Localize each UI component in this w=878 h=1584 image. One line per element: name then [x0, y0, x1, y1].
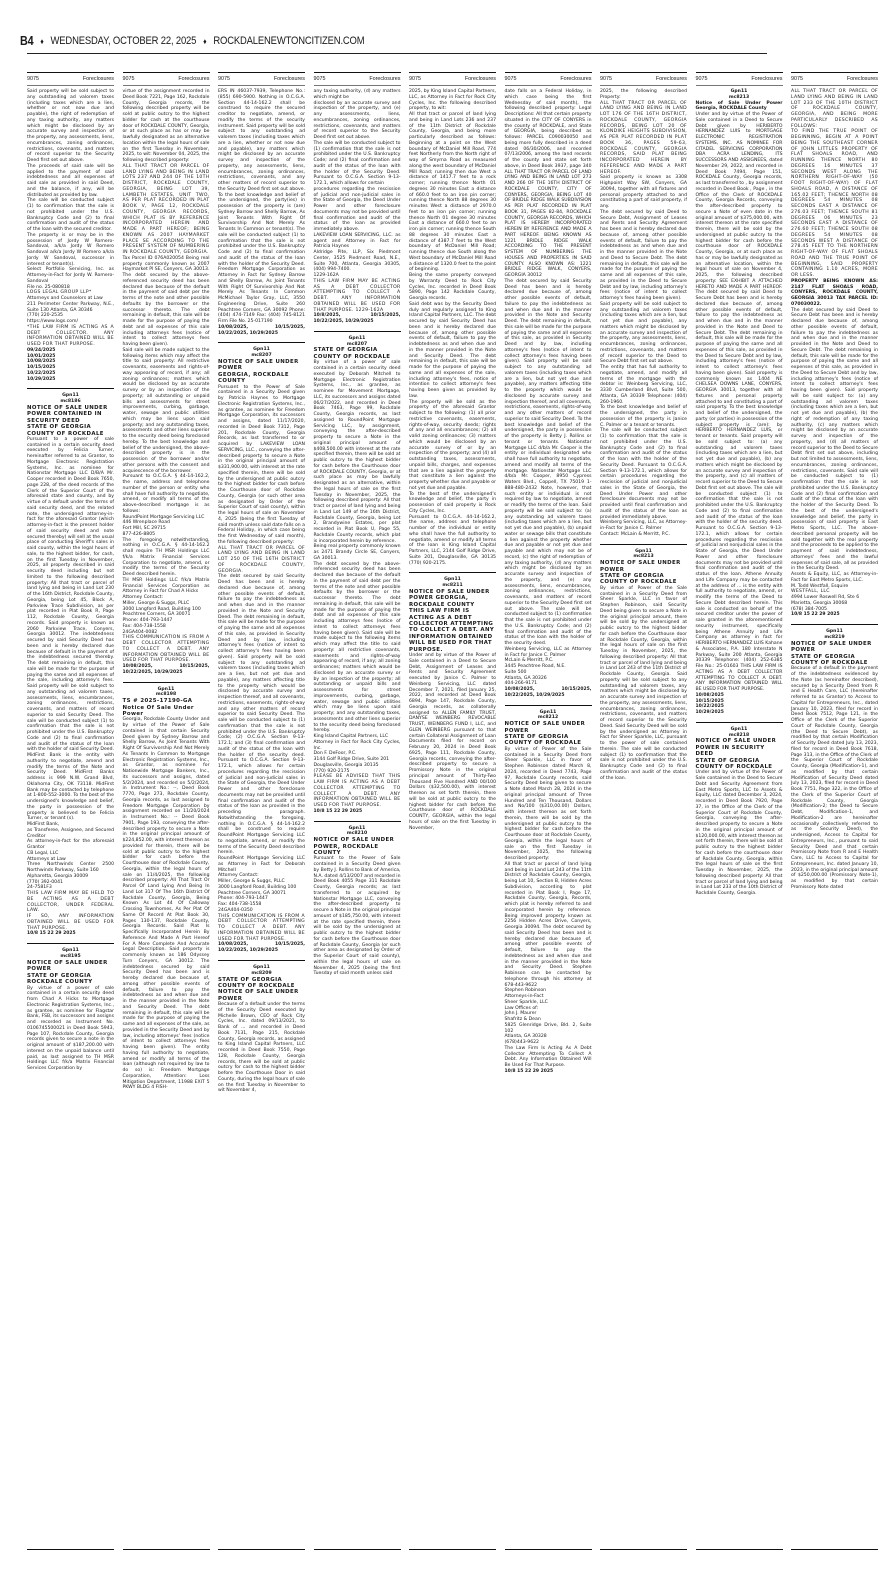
notice-text: As attorney-in-fact for the aforesaid Grantor — [27, 839, 114, 851]
classified-code: 9075 — [122, 76, 135, 82]
notice-text: M. Todd Westfall, Esquire — [791, 583, 849, 589]
notice-text: Being real property commonly known as 2471 Brandy Circle SE, Conyers, GA 30013. — [313, 544, 401, 561]
notice-text: (770) 220-2535 — [27, 313, 63, 319]
legal-notice — [27, 948, 114, 1071]
notice-text: Peachtree Corners, GA 30071 — [218, 890, 286, 896]
notice-text: Three Northwinds Center 2500 Northwinds Parkway, Suite 160 — [27, 862, 114, 874]
notice-heading: STATE OF GEORGIA COUNTY OF ROCKDALE — [504, 734, 582, 747]
notice-divider — [27, 943, 114, 944]
legal-notice — [314, 336, 401, 815]
notice-text: 404-266-9171 — [504, 681, 538, 687]
publication-dates: 10/8 15 22 29 2025 — [791, 612, 840, 618]
notice-text: Pursuant to the Power of Sale contained in a Security Deed given by Patricia Haynes to Mortgage Electronic Registration Systems, Inc., as grantee, as nominee for Freedom Mortgage Corporation, its successors and assigns, dated 11/17/2020, recorded in Deed Book 7312, Page 201, Rockdale County, Georgia Records, as last transferred to or acquired by LAKEVIEW LOAN SERVICING, LLC., conveying the after-described property to secure a Note in the original principal amount of $331,900.00, with interest at the rate specified therein, there will be sold by the undersigned at public outcry to the highest bidder for cash before the Courthouse door of Rockdale County, Georgia (or such other area as designated by Order of the Superior Court of said county), within the legal hours of sale on November 4, 2025 (being the first Tuesday of said month unless said date falls on a Federal Holiday, in which case being the first Wednesday of said month), the following described property: — [218, 384, 305, 545]
notice-reference-code: Gpn11 — [62, 393, 79, 399]
legal-notice — [505, 89, 592, 699]
notice-reference-code: mc8212 — [537, 715, 559, 721]
notice-text: The debt secured by said Security Deed has been and is hereby declared due because of, among other possible events of default, failure to pay the indebtedness as and when due and in the manner provided in the Note and Security Deed. The debt remaining in default, this sale will be made for the purpose of paying the same and all expenses of this sale, as provided in Security Deed and by law, including attorney's fees (notice of intent to collect attorney's fees having been given). Said property will be sold subject to any outstanding ad valorem taxes (including taxes which are a lien, but not yet due and payable), any matters affecting title to the property which would be disclosed by accurate survey and inspection thereof, and all covenants, restrictions, easements, rights-of-way and any other matters of record superior to said Security Deed. The sale will be conducted subject to (1) confirmation that the sale is not prohibited under the U.S. Bankruptcy Code; (2) O.C.G.A. Section 9-13-172.1; and (3) final confirmation and audit of the status of the loan with the holder of the security deed. Pursuant to O.C.G.A. Section 9-13-172.1, which allows for certain procedures regarding the rescission of judicial and non-judicial sales in the State of Georgia, the Deed Under Power and other foreclosure documents may not be provided until final confirmation and audit of the status of the loan as provided in the preceding paragraph. Notwithstanding the foregoing, nothing in O.C.G.A. § 44-14-162.2 shall be construed to require RoundPoint Mortgage Servicing LLC to negotiate, amend, or modify the terms of the Security Deed described herein. — [218, 574, 305, 856]
column-header — [696, 72, 783, 86]
notice-column — [314, 72, 401, 1550]
notice-text: Under and by virtue of the Power of Sale contained in the Deed to Secure Debt and Security Agreement from East Metro Sports, LLC to Assets & Equity, LLC dated December 3, 2024, recorded in Deed Book 7920, Page 37, in the Office of the Clerk of the Superior Court of Rockdale County, Georgia, conveying the after-described property to secure a Note in the original principal amount of $120,000.00, with interest thereon as set forth therein, there will be sold at public outcry to the highest bidder for cash before the courthouse door of Rockdale County, Georgia, within the legal hours of sale on the first Tuesday in November, 2025, the following described property: All that tract or parcel of land lying and being in Land Lot 233 of the 10th District of Rockdale County, Georgia. — [695, 770, 783, 897]
publication-date: WEDNESDAY, OCTOBER 22, 2025 — [50, 35, 197, 47]
notice-reference-code: Gpn11 — [444, 577, 461, 583]
masthead-rule — [27, 53, 767, 54]
notice-heading: STATE OF GEORGIA COUNTY OF ROCKDALE — [791, 653, 868, 666]
notice-text: Miller, George & Suggs, PLLC — [218, 879, 285, 885]
notice-heading: NOTICE OF SALE UNDER POWER — [504, 721, 586, 734]
notice-divider — [123, 682, 210, 683]
legal-notice — [505, 710, 592, 1075]
notice-text: By virtue of Power of the Sale contained in a Security Deed from Sheer Sparkle, LLC in favor of Stephen Robinson dated March 8, 2024, recorded in Deed 7743, Page 97, Rockdale County records, said Security Deed being given to secure a Note dated March 28, 2024 in the original principal amount of Three Hundred and Ten Thousand, Dollars and No/100 ($310,00.00) Dollars, with interest thereon as set forth therein, there will be sold by the undersigned at public outcry to the highest bidder for cash before the Courthouse door at Rockdale County, Georgia, within the legal hours of sale on the first Tuesday in November, 2025, the following described property: — [504, 746, 592, 862]
notice-heading: NOTICE OF SALE UNDER POWER — [27, 959, 108, 973]
notice-text: *THE LAW FIRM IS ACTING AS A DEBT COLLECTOR. ANY INFORMATION OBTAINED WILL BE USED FOR THAT PURPOSE. — [27, 324, 114, 347]
notice-heading: STATE OF GEORGIA COUNTY OF ROCKDALE — [600, 573, 677, 586]
notice-text: Weinberg Servicing, LLC as Attorney in Fact for Janice C. Palmer — [504, 646, 592, 658]
classified-code: 9075 — [504, 76, 517, 82]
notice-text: ALL THAT TRACT OR PARCEL OF LAND LYING AND BEING IN LAND LOT 176 OF THE 16TH DISTRICT, ROCKDALE COUNTY, GEORGIA RECORDS, BEING LOT 20 OF KLONDIKE HEIGHTS SUBDIVISION, AS PER PLAT RECORDED IN PLAT BOOK 36, PAGES 59-63, ROCKDALE COUNTY, GEORGIA RECORDS, SAID PLAT BEING INCORPORATED HEREIN BY REFERENCE AND MADE A PART HEREOF. — [600, 100, 687, 175]
notice-text: The debt secured by the above-referenced security deed has been declared due because of the default in the payment of said debt per the terms of the note and other possible defaults by the borrower or the successor thereto. The debt remaining in default, this sale will be made for the purpose of paying the debt and all expenses of this sale including attorneys fees (notice of intent to collect attorneys fees having been given). Said sale will be made subject to the following items which may affect the title to said property: all restrictive covenants, easements and rights-of-way appearing of record, if any; all zoning ordinances; matters which would be disclosed by an accurate survey or by an inspection of the property; all outstanding or unpaid bills and assessments for street improvements, curbing, garbage, water, sewage and public utilities which may be liens upon said property; and any outstanding taxes, assessments and other liens superior to the security deed being foreclosed hereby. — [313, 561, 401, 734]
legal-notice — [27, 393, 114, 937]
notice-text: CB Legal, LLC — [27, 850, 59, 856]
notice-text: The sale will be conducted subject (1) to confirmation that the sale is not prohibited under the U.S. Bankruptcy Code and (2) to final confirmation and audit of the status of the loan with the holder of the Security Deed. Pursuant to O.C.G.A. Section 9-13-172.1, which allows for certain procedures regarding the rescission of judicial and nonjudicial sales in the State of Georgia, the Deed Under Power and other foreclosure documents may not be provided until final confirmation and audit of the status of the loan as provided immediately above. — [600, 428, 687, 520]
notice-text: Attorney Contact: — [122, 595, 164, 600]
notice-text: 3000 Langford Road, Building 100 — [218, 884, 297, 890]
notice-divider — [696, 722, 783, 723]
publication-dates: 10/15/2025 — [695, 698, 724, 704]
classified-section-label: Foreclosures — [560, 76, 592, 82]
notice-text: Fax: 404-738-1558 — [218, 902, 262, 908]
notice-text: The proceeds of said sale will be applied to the payment of said indebtedness and all expenses of said sale as provided in said Deed, and the balance, if any, will be distributed as provided by law. — [27, 163, 114, 198]
publication-dates: 10/08/2025, 10/15/2025, 10/22/2025, 10/29/2025 — [504, 687, 592, 698]
notice-text: Douglasville, Georgia 30135 — [313, 762, 379, 768]
notice-text: Attorneys-in-Fact — [504, 994, 544, 1000]
column-end-rule — [314, 1549, 401, 1550]
notice-reference-code: mc8195 — [60, 954, 81, 960]
legal-notice — [600, 549, 687, 782]
notice-column — [218, 72, 305, 1550]
notice-text: MidFirst Bank, — [27, 822, 60, 828]
notice-text: 24GA404-0350 — [218, 907, 253, 913]
notice-text: All that tract or parcel of land lying and being in Land Lots 236 and 237 of the 11th District of Rockdale County, Georgia, and being more particularly described as follows: Beginning at a point on the West boundary of McDaniel Mill Road, 774 feet Northerly from the North right of way of Smyrna Road as measured along the west boundary of McDaniel Mill Road; running then due West a distance of 1417.7 feet to a rock corner; running thence North 01 degrees 30 minutes East a distance of 660.0 feet to an iron pin corner; running thence North 88 degrees 30 minutes West a distance of 2970.0 feet to an iron pin corner; running thence North 01 degree 30 minutes East a distance of 660.0 feet to an iron pin corner; running thence South 88 degrees 30 minutes East a distance of 4387.7 feet to the West boundary of McDaniel Mill Road; running thence due South along the West boundary of McDaniel Mill Road a distance of 1320.0 feet to the point of beginning. — [409, 112, 496, 273]
column-header — [791, 72, 878, 86]
column-body — [123, 89, 210, 1549]
notice-reference-code: Gpn11 — [348, 825, 366, 831]
notice-text: LAKEVIEW LOAN SERVICING, LLC. as agent and Attorney in Fact for Patricia Haynes — [313, 232, 401, 250]
legal-notice — [218, 89, 305, 336]
notice-divider — [791, 624, 878, 625]
column-header — [218, 72, 305, 86]
notice-text: Atlanta, GA 30328 — [504, 1034, 547, 1040]
classified-code: 9075 — [409, 76, 421, 82]
notice-reference-code: Gpn11 — [253, 347, 270, 353]
notice-text: Because of a default under the terms of the Security Deed executed by Michelle Brown, CEO of Rock City Cycles, Inc. dated 09/13/2021, to Bank of ... and recorded in Deed Book 7131, Page 215, Rockdale County, Georgia records, as assigned to King Island Capital Partners, LLC recorded in Deed Book 7550, Page 128, Rockdale County, Georgia records, there will be sold at public outcry for cash to the highest bidder before the Courthouse Door in said County, during the legal hours of sale on the first Tuesday in November to wit November 4, — [218, 1002, 305, 1094]
notice-heading: NOTICE OF SALE UNDER POWER CONTAINED IN SECURITY DEED — [27, 404, 108, 424]
notice-text: THIS COMMUNICATION IS FROM A DEBT COLLECTOR ATTEMPTING TO COLLECT A DEBT. ANY INFORMATION OBTAINED WILL BE USED FOR THAT PURPOSE. — [122, 635, 210, 664]
notice-heading: TS # 2025-17190-GA — [122, 698, 193, 705]
notice-text: Notice of Sale Under Power Georgia, ROCKDALE County — [695, 100, 783, 112]
notice-divider — [27, 388, 114, 389]
notice-text: Tax Parcel ID 076A020054 Being real property commonly known as 2007 Haymarket Pl SE, Conyers, GA 30013. — [122, 255, 210, 273]
notice-text: King Island Capital Partners, LLC — [313, 734, 389, 739]
notice-reference-code: mc8186 — [60, 399, 81, 405]
column-body — [791, 89, 878, 1549]
notice-text: Because of a default in the payment of the indebtedness evidenced by the Note (as hereinafter described), secured by a Security Deed from R and E Health Care, LLC (hereinafter referred to as Grantor) to Access to Capital for Entrepreneurs, Inc., dated January 10, 2023, filed for record in Deed Book 7512, Page 121, in the Office of the Clerk of the Superior Court of Rockdale County, Georgia (the Deed to Secure Debt), as modified by that certain Modification of Security Deed dated July 13, 2023, filed for record in Deed Book 7618, Page 313, in the Office of the Clerk of the Superior Court of Rockdale County, Georgia (Modification-1), and as modified by that certain Modification of Security Deed dated July 13, 2023, filed for record in Deed Book 7751, Page 322, in the Office of the Clerk of the Superior Court of Rockdale County, Georgia (Modification-2; the Deed to Secure Debt, Modification-1, and Modification-2 are hereinafter occasionally collectively referred to as the Security Deed), the undersigned, Access to Capital for Entrepreneurs, Inc., pursuant to said Security Deed and that certain Promissory Note from R and E Health Care, LLC to Access to Capital for Entrepreneurs, Inc. dated January 10, 2023, in the original principal amount of $250,000.00 (Promissory Note-1), as modified by that certain Promissory Note dated — [791, 666, 878, 890]
notice-text: 3144 Golf Ridge Drive, Suite 201 — [313, 757, 390, 762]
notice-text: Attorneys at Law — [27, 856, 66, 862]
notice-text: Attorneys and Counselors at Law — [27, 296, 103, 301]
notice-heading: NOTICE OF SALE UNDER POWER IN SECURITY DEED — [695, 738, 777, 758]
notice-text: 446 Wrenplace Road — [122, 520, 170, 526]
notice-text: 877-426-8805 — [122, 531, 156, 537]
notice-text: as Transferee, Assignee, and Secured Creditor — [27, 827, 114, 839]
notice-text: The property is or may be in the possession of Jordy W Romero-Sandoval, a/k/a Jordy W Romero Sandoval a/k/a Jordy W Romero a/k/a Jordy W Sandoval, successor in interest or tenant(s). — [27, 232, 114, 267]
column-header — [314, 72, 401, 86]
notice-text: (678)443-9622 — [504, 1040, 539, 1046]
notice-column — [123, 72, 210, 1550]
notice-text: (770) 920-2175 — [313, 768, 350, 774]
notice-text: virtue of the assignment recorded in Deed Book 7221, Page 162, Rockdale County, Georgia records, the following described property will be sold at public outcry to the highest bidder for cash at the courthouse door of ROCKDALE COUNTY, Georgia, or at such place as has or may be lawfully designated as an alternative location within the legal hours of sale on the first Tuesday in November, 2025, to wit: November 04, 2025, the following described property: — [122, 89, 210, 163]
classified-code: 9075 — [27, 76, 39, 82]
notice-text: Said debt was by the Security Deed duly and regularly assigned to King Island Capital Partners, LLC. The debt secured by said Security Deed has been and is hereby declared due because of, among other possible events of default, failure to pay the indebtedness as and when due and in the manner provided in the Note and Security Deed. The debt remaining in default, this sale will be made for the purpose of paying the same and all expenses of the sale, including attorney's fees, notice of intention to collect attorney's fees having been given as provided by law. — [409, 301, 496, 399]
legal-notice — [314, 89, 401, 325]
notice-text: 3445 Peachtree Road, N.E. — [504, 664, 566, 669]
notice-text: The debt secured by said Deed to Secure Debt, Assignment of Leases and Rents and Security Agreement has been and is hereby declared due because of, among other possible events of default, failure to pay the indebtedness as and when due and in the manner provided in the Note and Deed to Secure Debt. The debt remaining in default, this sale will be made for the purpose of paying the same and all expenses of this sale, as provided in the Deed to Secure Debt and by law, including attorney's fees (notice of intent to collect attorney's fees having been given). — [600, 209, 687, 301]
notice-text: (678) 384-7005 — [791, 606, 827, 612]
notice-text: 1229-162A — [313, 273, 339, 278]
notice-reference-code: mc8218 — [728, 732, 750, 738]
publication-dates: 10/08/2025, 10/15/2025, 10/22/2025, 10/29/2025 — [218, 942, 305, 954]
column-end-rule — [696, 1549, 783, 1550]
notice-text: PLEASE BE ADVISED THAT THIS LAW FIRM IS ACTING AS A DEBT COLLECTOR ATTEMPTING TO COLLECT A DEBT. ANY INFORMATION OBTAINED WILL BE USED FOR THAT PURPOSE. — [313, 774, 401, 808]
publication-dates: 10/08/2025, 10/15/2025, 10/22/2025, 10/29/2025 — [122, 664, 210, 675]
notice-heading: STATE OF GEORGIA COUNTY OF ROCKDALE — [27, 424, 104, 437]
publication-dates: 10/8 15 22 29 2025 — [27, 931, 76, 937]
notice-heading: STATE OF GEORGIA COUNTY OF ROCKDALE — [313, 347, 391, 360]
notice-text: LOGS LEGAL GROUP LLP* — [27, 290, 92, 296]
legal-notice — [696, 727, 783, 897]
classified-section-label: Foreclosures — [273, 76, 305, 82]
publication-dates: 10/8 15 22 29 2025 — [313, 808, 363, 814]
notice-heading: NOTICE OF SALE UNDER POWER — [218, 358, 299, 372]
notice-text: McLain & Merritt, P.C. — [504, 658, 554, 664]
legal-notice — [218, 347, 305, 953]
notice-text: File no. 25-080818 — [27, 284, 70, 290]
notice-text: 5825 Glenridge Drive, Bld. 2, Suite 102 — [504, 1022, 592, 1034]
notice-text: The debt secured by the above-referenced security deed has been declared due because of the default in the payment of said debt per the terms of the note and other possible defaults by the borrower or the successor thereto. The debt remaining in default, this sale will be made for the purpose of paying the debt and all expenses of this sale including attorneys fees (notice of intent to collect attorneys fees having been given). — [122, 273, 210, 347]
page-masthead — [20, 34, 675, 48]
notice-divider — [314, 821, 401, 822]
diamond-separator-icon: ♦ — [40, 36, 44, 46]
notice-text: Under and by virtue of the Power of Sale contained in a Deed to Secure Debt, Assignment of Leases and Rents and Security Agreement executed by Janice C. Palmer to Weinberg Servicing, LLC dated December 7, 2021, filed January 25, 2022, and recorded at Deed Book 6894, Page 147, Rockdale County, Georgia records, as collaterally assigned to ALLEN FAMILY TRUST, DANYSE WEINBERG REVOCABLE TRUST, WEINBERG FUND I, LLC, and GLEN WEINBERG pursuant to that certain Collateral Assignment of Loan Documents filed for record on February 20, 2024 in Deed Book 6925, Page 111, Rockdale County, Georgia records, conveying the after-described property to secure a Promissory Note in the original principal amount of Thirty-Two Thousand Five Hundred AND 00/100 Dollars ($32,500.00), with interest thereon as set forth therein, there will be sold at public outcry to the highest bidder for cash before the Courthouse door of ROCKDALE COUNTY, GEORGIA, within the legal hours of sale on the first Tuesday in November, — [409, 653, 496, 831]
notice-reference-code: Gpn11 — [157, 686, 175, 692]
classified-section-label: Foreclosures — [846, 76, 878, 82]
legal-notice — [314, 826, 401, 977]
notice-heading: NOTICE OF SALE UNDER POWER, ROCKDALE COUNTY — [313, 837, 395, 856]
notice-text: Phone: 404-793-1447 — [218, 896, 268, 902]
column-header — [123, 72, 210, 86]
publication-dates: 10/29/2025 — [27, 376, 56, 382]
notice-reference-code: mc8219 — [824, 634, 845, 640]
classified-section-label: Foreclosures — [178, 76, 210, 82]
publication-dates: 10/8/2025, 10/15/2025, 10/22/2025, 10/29/2025 — [313, 313, 401, 324]
notice-text: Attorney Contact: — [218, 873, 259, 879]
notice-text: The sale will be conducted subject to (1) confirmation that the sale is not prohibited under the U.S. Bankruptcy Code; and (2) final confirmation and audit of the status of the loan with the holder of the Security Deed. Pursuant to O.C.G.A. Section 9-13-172.1, which allows for certain — [313, 140, 401, 186]
notice-heading: NOTICE OF SALE UNDER POWER — [218, 989, 299, 1002]
notice-column — [27, 72, 114, 1550]
notice-heading: THIS LAW FIRM IS ACTING AS A DEBT COLLECTOR ATTEMPTING TO COLLECT A DEBT. ANY INFORMATION OBTAINED WILL BE USED FOR THAT PURPOSE. — [409, 608, 495, 653]
classified-section-label: Foreclosures — [655, 76, 687, 82]
notice-text: John J. Maurer — [504, 1011, 537, 1017]
notice-text: Stephen Robinson — [504, 988, 547, 994]
column-end-rule — [27, 1549, 114, 1550]
column-end-rule — [218, 1549, 305, 1550]
notice-text: The Law Firm Is Acting As A Debt Collector Attempting To Collect A Debt. Any Information Obtained Will Be Used For That Purpose. — [504, 1045, 592, 1069]
notice-text: Pursuant to O.C.G.A. § 44-14-162.2, the name, address and telephone number of the person or entity who shall have full authority to negotiate, amend, or modify all terms of the above-described mortgage is as follows: — [122, 474, 210, 514]
legal-notice — [123, 687, 210, 1091]
classified-code: 9075 — [600, 76, 612, 82]
notice-text: ALL THAT TRACT OR PARCEL OF LAND LYING AND BEING IN LAND LOTS 237 AND 244 OF THE 10TH DISTRICT, ROCKDALE COUNTY, GEORGIA, BEING LOT 39, LAMBETH ESTATES, UNIT TWO, AS PER PLAT RECORDED IN PLAT BOOK V, PAGE 12, ROCKDALE COUNTY, GEORGIA RECORDS, WHICH PLAT IS BY REFERENCE INCORPORATED HEREIN AND MADE A PART HEREOF; BEING KNOWN AS 2007 HAYMARKET PLACE SE ACCORDING TO THE PRESENT SYSTEM OF NUMBERING IN ROCKDALE COUNTY, GEORGIA. — [122, 163, 210, 255]
notice-text: The property will be sold as the property of the aforesaid Grantor subject to the following: (1) all prior restrictive covenants, easements, rights-of-way, security deeds; rights of any and all encumbrances; (2) all valid zoning ordinances; (3) matters which would be disclosed by an accurate survey of or by an inspection of the property; and (4) all outstanding taxes, assessments, unpaid bills, charges, and expenses that are a lien against the property that constitute a lien against the property whether due and payable or not yet due and payable. — [409, 399, 496, 491]
notice-text: disclosed by an accurate survey and inspection of the property, and (e) any assessments, liens, encumbrances, zoning ordinances, restrictions, covenants, and matters of record superior to the Security Deed first set out above. — [313, 100, 401, 140]
notice-reference-code: Gpn11 — [253, 965, 270, 970]
publication-website: ROCKDALENEWTONCITIZEN.COM — [213, 35, 365, 47]
publication-dates: 10/08/2025 — [695, 692, 724, 698]
notice-reference-code: Gpn11 — [539, 709, 557, 715]
notice-text: The debt secured by said Security Deed has been and is hereby declared due because of, among other possible events of default, failure to pay the indebtedness as and when due and in the manner provided in the Note and Security Deed. The debt remaining in default, this sale will be made for the purpose of paying the same and all expenses of this sale, as provided in Security Deed and by law, including attorney's fees (notice of intent to collect attorney's fees having been given). Said property will be sold subject to any outstanding ad valorem taxes (including taxes which are a lien, but not yet due and payable), any matters affecting title to the property which would be disclosed by accurate survey and inspection thereof, and all covenants, restrictions, easements, rights-of-way and any other matters of record superior to said Security Deed. To the best knowledge and belief of the undersigned, the party in possession of the property is Betty J. Rollins or tenant or tenants. Nationstar Mortgage LLC d/b/a Mr. Cooper is the entity or individual designated who shall have full authority to negotiate, amend and modify all terms of the mortgage. Nationstar Mortgage LLC d/b/a Mr. Cooper, 8950 Cypress Waters Blvd., Coppell, TX 75019 1-888-480-2432 Note, however, that such entity or individual is not required by law to negotiate, amend or modify the terms of the loan. Said property will be sold subject to: (a) any outstanding ad valorem taxes (including taxes which are a lien, but not yet due and payable), (b) unpaid water or sewage bills that constitute a lien against the property whether due and payable or not yet due and payable and which may not be of record, (c) the right of redemption of any taxing authority, (d) any matters which might be disclosed by an accurate survey and inspection of the property, and (e) any assessments, liens, encumbrances, zoning ordinances, restrictions, covenants, and matters of record superior to the Security Deed first set out above. The sale will be conducted subject to (1) confirmation that the sale is not prohibited under the U.S. Bankruptcy Code; and (2) final confirmation and audit of the status of the loan with the holder of the security deed. — [504, 278, 592, 646]
notice-divider — [505, 705, 592, 706]
notice-reference-code: Gpn11 — [730, 726, 748, 732]
legal-notice — [696, 89, 783, 716]
notice-reference-code: mc8210 — [346, 831, 368, 837]
notice-text: (770) 392-0041 — [27, 879, 63, 885]
column-body — [505, 89, 592, 1549]
notice-text: WESTFALL, LLC — [791, 589, 830, 595]
notice-text: Under and by virtue of the Power of Sale contained in a Deed to Secure Debt given by HERIBERTO HERNANDEZ LUIS to MORTGAGE ELECTRONIC REGISTRATION SYSTEMS, INC. AS NOMINEE FOR CITADEL SERVICING CORPORATION DBA ACRA LENDING, ITS SUCCESSORS AND ASSIGNEES, dated November 29, 2022, and recorded in Deed Book 7494, Page 151, ROCKDALE County, Georgia records, as last transferred to , by assignment recorded in Deed Book , Page , in the Office of the Clerk of ROCKDALE County, Georgia Records, conveying the after-described property to secure a Note of even date in the original amount of $375,000.00, with interest thereon at the rate specified therein, there will be sold by the undersigned at public outcry to the highest bidder for cash before the courthouse door of ROCKDALE County, Georgia, or at such place as has or may be lawfully designated as an alternative location, within the legal hours of sale on November 4, 2025, the following described property: SEE EXHIBIT A ATTACHED HERETO AND MADE A PART HEREOF. The debt secured by said Deed to Secure Debt has been and is hereby declared due because of, among other possible events of default, failure to pay the indebtedness as and when due and in the manner provided in the Note and Deed to Secure Debt. The debt remaining in default, this sale will be made for the purpose of paying the same and all expenses of this sale, as provided in the Deed to Secure Debt and by law, including attorney's fees (notice of intent to collect attorney's fees having been given). Said property is commonly known as 1404 NE CHELSEA DOWNS LANE, CONYERS, GEORGIA 30013, together with all fixtures and personal property attached to and constituting a part of said property. To the best knowledge and belief of the undersigned, the party (or parties) in possession of the subject property is (are): by HERIBERTO HERNANDEZ LUIS, or tenant or tenants. Said property will be sold subject to: (a) any outstanding ad valorem taxes (including taxes which are a lien, but not yet due and payable), (b) any matters which might be disclosed by an accurate survey and inspection of the property, and (c) all matters of record superior to the Deed to Secure Debt first set out above. The sale will be conducted subject (1) to confirmation that the sale is not prohibited under the U.S. Bankruptcy Code and (2) to final confirmation and audit of the status of the loan with the holder of the security deed. Pursuant to O.C.G.A. Section 9-13-172.1, which allows for certain procedures regarding the rescission of judicial and nonjudicial sales in the State of Georgia, the Deed Under Power and other foreclosure documents may not be provided until final confirmation and audit of the status of the loan. Athene Annuity and Life Company may be contacted at the address of ... is the entity with full authority to negotiate, amend, or modify the terms of the Deed to Secure Debt described herein. This sale is conducted on behalf of the secured creditor under the power of sale granted in the aforementioned security instrument, specifically being Athene Annuity and Life Company as attorney in fact for HERIBERTO HERNANDEZ LUIS Kahane & Associates, P.A. 180 Interstate N Parkway, Suite 200 Atlanta, Georgia 30339 Telephone: (404) 252-6385 File No.: 25-01603 THIS LAW FIRM IS ACTING AS A DEBT COLLECTOR ATTEMPTING TO COLLECT A DEBT. ANY INFORMATION OBTAINED WILL BE USED FOR THAT PURPOSE. — [695, 112, 783, 692]
notice-text: To the best of the undersigned's knowledge and belief, the party in possession of said property is Rock City Cycles, Inc. — [409, 491, 496, 514]
notice-text: By virtue of a power of sale contained in a certain security deed from Chad A Hicks to Mortgage Electronic Registration Systems, Inc., as grantee, as nominee for Flagstar Bank, FSB, its successors and assigns and recorded as Instrument No. 0106745500021 in Deed Book 5943, Page 107, Rockdale County, Georgia records given to secure a note in the original amount of $187,200.00 with interest on the unpaid balance until paid, as last assigned to TH MSR Holdings LLC f/k/a Matrix Financial Services Corporation by — [27, 985, 114, 1072]
publication-dates: 10/8 15 22 29 2025 — [504, 1068, 554, 1074]
column-end-rule — [123, 1549, 210, 1550]
publication-dates: 10/22/2025 — [27, 370, 56, 376]
column-body — [314, 89, 401, 1549]
legal-notice — [600, 89, 687, 538]
notice-heading: GEORGIA, ROCKDALE COUNTY — [218, 371, 289, 385]
notice-reference-code: mc8209 — [251, 970, 272, 976]
notice-reference-code: Gpn11 — [348, 335, 366, 341]
legal-notice — [123, 89, 210, 676]
notice-column — [409, 72, 496, 1550]
notice-divider — [314, 331, 401, 332]
notice-text: Attorney in Fact for Rock City Cycles, Inc. — [313, 739, 401, 751]
column-end-rule — [791, 1549, 878, 1550]
column-body — [696, 89, 783, 1549]
notice-text: Georgia, Rockdale County Under and by virtue of the Power of Sale contained in that certain Security Deed given by Sydney Barrow and Shelly Barrow, As Joint Tenants With Right Of Survivorship And Not Merely As Tenants In Common to Mortgage Electronic Registration Systems, Inc., as Grantor, as nominee for Nationwide Mortgage Bankers, Inc., its successors and assigns, dated 5/2/2024, and recorded on 5/2/2024, in Instrument No.: --, Deed Book 7770, Page 273, Rockdale County, Georgia records, as last assigned to Freedom Mortgage Corporation by assignment recorded on 11/20/2024 in Instrument No.: -- Deed Book 7901, Page 193, conveying the after-described property to secure a Note in the original principal amount of $224,852.00, with interest thereon as provided for therein, there will be sold at public outcry to the highest bidder for cash before the Courthouse door of Rockdale County, Georgia, within the legal hours of sale on 11/4/2025, the following described property: All That Tract Or Parcel Of Land Lying And Being In Land Lot 317 Of The 16th District Of Rockdale County, Georgia, Being Known As Lot 44 Of Calloway Crossing Townhomes, As Per Plat Of Same Of Record At Plat Book 30, Pages 130-137, Rockdale County, Georgia Records. Said Plat Is Specifically Incorporated Herein By Reference And Made A Part Hereof For A More Complete And Accurate Legal Description. Said property is commonly known as 186 Odyssey Turn Conyers, GA 30012. The indebtedness secured by said Security Deed has been and is hereby declared due because of, among other possible events of default, failure to pay the indebtedness as and when due and in the manner provided in the Note and Security Deed. The debt remaining in default, this sale will be made for the purpose of paying the same and all expenses of the sale, as provided in the Security Deed and by law, including attorneys' fees (notice of intent to collect attorneys fees having been given). The entity having full authority to negotiate, amend or modify all terms of the loan (although not required by law to do so) is: Freedom Mortgage Corporation, Attention: Loss Mitigation Department, 11988 EXIT 5 PKWY BLDG 4 FISH- — [122, 717, 210, 1091]
publication-dates: 10/08/2025, 10/15/2025, 10/22/2025, 10/29/2025 — [218, 324, 305, 336]
notice-text: Sheer Sparkle, LLC — [504, 999, 548, 1005]
notice-text: THIS LAW FIRM MAY BE HELD TO BE ACTING AS A DEBT COLLECTOR, UNDER FEDERAL LAW. — [27, 891, 114, 914]
diamond-separator-icon: ♦ — [203, 36, 207, 46]
notice-reference-code: mc8207 — [251, 353, 272, 359]
notice-text: 3000 Langford Road, Building 100 — [122, 606, 201, 612]
publication-dates: 09/24/2025 — [27, 347, 56, 353]
notice-reference-code: mc8207 — [346, 341, 368, 347]
column-body — [27, 89, 114, 1549]
classified-code: 9075 — [791, 76, 803, 82]
notice-text: TO FIND THE TRUE POINT OF BEGINNING, BEGIN AT A POINT BEING THE SOUTHEAST CORNER OF JOHN LITTLES PROPERTY OF FLAT SHOALS ROAD, AND RUNNING THENCE NORTH 80 DEGREES 16 MINUTES 37 SECONDS WEST ALONG THE NORTHERN RIGHT-OF-WAY (50 FOOT RIGHT-OF-WAY) OF FLAT SHOALS ROAD, A DISTANCE OF 165.02 FEET; THENCE NORTH 08 DEGREES 54 MINUTES 08 SECONDS EAST A DISTANCE OF 276.03 FEET; THENCE SOUTH 81 DEGREES 06 MINUTES 23 SECONDS EAST A DISTANCE OF 276.60 FEET; THENCE SOUTH 08 DEGREES 54 MINUTES 08 SECONDS WEST A DISTANCE OF 278.45 FEET TO THE NORTHERN RIGHT-OF-WAY OF FLAT SHOALS ROAD AND THE TRUE POINT OF BEGINNING, SAID PROPERTY CONTAINING 1.10 ACRES, MORE OR LESS. — [791, 129, 878, 278]
notice-text: RoundPoint Mortgage Servicing LLC — [122, 514, 205, 520]
notice-text: Pursuant to O.C.G.A. 44-14-162.2, the name, address and telephone number of the individual or entity who shall have the full authority to negotiate, amend or modify all terms of the loan is King Island Capital Partners, LLC, 2144 Golf Ridge Drive, Suite 201, Douglasville, GA 30135 (770) 920-2175. — [409, 514, 496, 566]
publication-dates: 10/01/2025 — [27, 353, 56, 359]
notice-reference-code: mc8213 — [728, 94, 750, 100]
notice-text: Alpharetta, Georgia 30009 — [27, 873, 89, 879]
notice-text: The entity that has full authority to negotiate, amend, and modify all terms of the mortgage with the debtor is: Weinberg Servicing, LLC, 3330 Cumberland Blvd, Suite 500, Atlanta, GA 30339 Telephone: (404) 260-1960. — [600, 365, 687, 405]
classified-code: 9075 — [218, 76, 230, 82]
classified-section-label: Foreclosures — [751, 76, 783, 82]
column-header — [505, 72, 592, 86]
notice-text: The sale will be conducted subject (1) to confirmation that the sale is not prohibited under the U.S. Bankruptcy Code and (2) to final confirmation and audit of the status of the loan with the secured creditor. — [27, 198, 114, 232]
notice-text: Fax: 404-738-1558 — [122, 623, 166, 629]
classified-section-label: Foreclosures — [464, 76, 496, 82]
legal-notice — [218, 965, 305, 1094]
notice-text: 24-7581F3 — [27, 885, 52, 891]
notice-text: RoundPoint Mortgage Servicing LLC as Attorney in Fact for Deborah Mitchell — [218, 856, 305, 873]
notice-reference-code: mc8213 — [633, 554, 654, 560]
publication-dates: 10/08/2025 — [27, 359, 56, 365]
classified-section-label: Foreclosures — [82, 76, 114, 82]
publication-dates: 10/15/2025 — [27, 365, 56, 370]
notice-heading: NOTICE OF SALE UNDER POWER — [600, 560, 681, 573]
notice-divider — [409, 572, 496, 573]
notice-reference-code: Gpn11 — [62, 948, 79, 954]
notice-text: Assets & Equity, LLC, as Attorney-in-Fact for East Metro Sports, LLC. — [791, 572, 878, 583]
notice-divider — [600, 544, 687, 545]
column-end-rule — [409, 1549, 496, 1550]
classified-code: 9075 — [695, 76, 708, 82]
notice-text: To the best knowledge and belief of the undersigned, the party in possession of the property is Janice C. Palmer or a tenant or tenants. — [600, 405, 687, 428]
classified-code: 9075 — [313, 76, 326, 82]
notice-text: Fort Mill, SC 29715 — [122, 526, 166, 531]
notice-text: Miller, George & Suggs, PLLC — [122, 600, 190, 606]
notice-text: Phone: 404-793-1447 — [122, 618, 173, 623]
notice-heading: NOTICE OF SALE UNDER POWER — [791, 640, 872, 654]
notice-text: The debt secured by said Deed to Secure Debt has been and is hereby declared due because of, among other possible events of default, failure to pay the indebtedness as and when due and in the manner provided in the Note and Deed to Secure Debt. The debt remaining in default, this sale will be made for the purpose of paying the same and all expenses of this sale, as provided in the Deed to Secure Debt and by law, including attorney's fees (notice of intent to collect attorney's fees having been given). Said property will be sold subject to: (a) any outstanding ad valorem taxes (including taxes which are a lien, but not yet due and payable), (b) the right of redemption of any taxing authority, (c) any matters which might be disclosed by an accurate survey and inspection of the property, and (d) all matters of record superior to the Deed to Secure Debt first set out above, including but not limited to assessments, liens, encumbrances, zoning ordinances, restrictions, covenants. Said sale will be conducted subject to (1) confirmation that the sale is not prohibited under the U.S. Bankruptcy Code and (2) final confirmation and audit of the status of the loan with the holder of the Security Deed. To the best of the undersigned's knowledge and belief, the party in possession of said property is East Metro Sports, LLC. The above-described personal property will be sold together with the real property and the proceeds to be applied to the payment of said indebtedness, attorneys' fees and the lawful expenses of said sale, all as provided in the Security Deed. — [791, 307, 878, 572]
notice-text: https://www.logs.com/ — [27, 319, 78, 324]
notice-text: 4994 Lower Roswell Rd, Ste 6 — [791, 595, 860, 600]
notice-reference-code: Gpn11 — [730, 89, 748, 94]
notice-text: By virtue of a power of sale contained in a certain security deed executed by Deborah Mitchell to Mortgage Electronic Registration Systems, Inc., as grantee, as nominee for Movement Mortgage, LLC, its successors and assigns dated 06/27/2022, and recorded in Deed Book 7463, Page 99, Rockdale County, Georgia records, as last assigned to RoundPoint Mortgage Servicing LLC, by assignment, conveying the after-described property to secure a Note in the original principal amount of $408,500.00 with interest at the rate specified therein, there will be sold at public outcry to the highest bidder for cash before the Courthouse door of ROCKDALE COUNTY, Georgia, or at such place as may be lawfully designated as an alternative, within the legal hours of sale on the first Tuesday in November, 2025, the following described property: All that tract or parcel of land lying and being in Land Lot 149 of the 16th District, Rockdale County, Georgia, being Lot 2, Brandywine Estates, per plat recorded in Plat Book U, Page 55, Rockdale County records, which plat is incorporated herein by reference. — [313, 360, 401, 544]
notice-heading: Notice Of Sale Under Power — [122, 704, 194, 717]
notice-text: Law Offices of: — [504, 1005, 539, 1011]
notice-text: THIS LAW FIRM MAY BE ACTING AS A DEBT COLLECTOR ATTEMPTING TO COLLECT A DEBT. ANY INFORMATION OBTAINED WILL BE USED FOR THAT PURPOSE. 1229-162A — [313, 278, 401, 313]
publication-dates: 10/29/2025 — [695, 710, 724, 715]
notice-text: PROPERTY BEING KNOWN AS: 2147 FLAT SHOALS ROAD, CONYERS, ROCKDALE COUNTY, GEORGIA 30013 TAX PARCEL ID: 070030022. — [791, 278, 878, 307]
legal-notice — [409, 89, 496, 566]
notice-text: Shafritz & Dean — [504, 1017, 541, 1023]
notice-text: THIS COMMUNICATION IS FROM A DEBT COLLECTOR ATTEMPTING TO COLLECT A DEBT. ANY INFORMATION OBTAINED WILL BE USED FOR THAT PURPOSE. — [218, 913, 305, 942]
notice-text: Select Portfolio Servicing, Inc. as Attorney-in-Fact for Jordy W. Romero-Sandoval — [27, 267, 114, 284]
notice-divider — [218, 342, 305, 343]
column-body — [409, 89, 496, 1549]
notice-reference-code: Gpn11 — [635, 548, 652, 554]
column-body — [600, 89, 687, 1549]
notice-text: Contact: McLain & Merritt, P.C. — [600, 531, 670, 537]
notice-heading: STATE OF GEORGIA COUNTY OF ROCKDALE — [218, 976, 295, 989]
legal-notice — [791, 629, 878, 890]
notice-text: All that tract or parcel of land lying and being in Land Lot 243 of the 11th District of Rockdale County, Georgia, being Lot 10, Section B, Hidden Acres Subdivision, according to plat recorded in Plat Book I, Page 17, Rockdale County, Georgia, Records, which plat is hereby referred to and incorporated herein by reference. Being improved property known as 2256 Hidden Acres Drive, Conyers, Georgia 30094. The debt secured by said Security Deed has been and is hereby declared due because of, among other possible events of default, failure to pay the indebtedness as and when due and in the manner provided in the Note and Security Deed. Stephen Robinson can be contacted by telephone through his attorney at 678-443-9622 — [504, 861, 592, 988]
notice-column — [696, 72, 783, 1550]
notice-column — [791, 72, 878, 1550]
column-header — [600, 72, 687, 86]
notice-text: date falls on a Federal Holiday, in which case being the first Wednesday of said month), the following described property: Legal Descriptions: All that certain property situated in the CITY OF CONYERS in the county of ROCKDALE, and State of GEORGIA, being described as follows: PARCEL C090030050 and being more fully described in a deed dated 06/30/2006, and recorded 07/13/2006, among the land records of the county and state set forth above, in Deed Book 3937, page 340 ALL THAT TRACT OR PARCEL OF LAND LYING AND BEING IN LAND LOT 273 AND 266 OF THE 16TH DISTRICT OF ROCKDALE COUNTY, CITY OF CONYERS, GEORGIA, BEING LOT 40 OF BRIDLE RIDGE WALK SUBDIVISION AS PER PLAT RECORDED IN PLAT BOOK 31, PAGES 82-84, ROCKDALE COUNTY, GEORGIA RECORDS, WHICH PLAT IS HEREBY INCORPORATED HEREIN BY REFERENCE AND MADE A PART HEREOF. BEING KNOWN AS 1221 BRIDLE RIDGE WALK ACCORDING TO THE PRESENT SYSTEM OF NUMBERING THE HOUSES AND PROPERTIES IN SAID COUNTY. ALSO KNOWN AS: 1221 BRIDLE RIDGE WALK, CONYERS, GEORGIA 30012 — [504, 89, 592, 278]
notice-column — [505, 72, 592, 1550]
notice-text: Said property is known as 3308 Highpoint Way SW, Conyers, GA 30094, together with all fixtures and personal property attached to and constituting a part of said property, if any. — [600, 175, 687, 209]
notice-text: Peachtree Corners, GA 30071 — [122, 612, 191, 618]
notice-text: Suite 500 — [504, 669, 527, 675]
notice-text: 211 Perimeter Center Parkway, N.E., Suite 130 Atlanta, GA 30346 — [27, 301, 114, 313]
notice-text: The foregoing notwithstanding, nothing in O.C.G.A. § 44-14-162.2 shall require TH MSR Holdings LLC f/k/a Matrix Financial Services Corporation to negotiate, amend, or modify the terms of the Security Deed described herein. — [122, 537, 210, 577]
notice-text: Pursuant to a power of sale contained in a certain security deed executed by Felicia Turner, hereinafter referred to as Grantor, to Mortgage Electronic Registration Systems, Inc. as nominee for Nationstar Mortgage LLC D/B/A Mr. Cooper recorded in Deed Book 7650, page 228, of the deed records of the Clerk of the Superior Court of the aforesaid state and county, and by virtue of a default under the terms of said security deed, and the related note, the undersigned attorney-in-fact for the aforesaid Grantor (which attorney-in-fact is the present holder of said security deed and note secured thereby) will sell at the usual place of conducting Sheriff's sales in said county, within the legal hours of sale, to the highest bidder, for cash, on the first Tuesday in November, 2025, all property described in said security deed including but not limited to the following described property: All that tract or parcel of land lying and being in Land Lot 230 of the 16th District, Rockdale County, Georgia, being Lot 45, Block A, Parkview Trace Subdivision, as per plat recorded in Plat Book R, Page 112, Rockdale County, Georgia records. Said property is known as 2060 Parkview Trace, Conyers, Georgia 30012. The indebtedness secured by said Security Deed has been and is hereby declared due because of default in the payment of the indebtedness secured thereby. The debt remaining in default, this sale will be made for the purpose of paying the same and all expenses of the sale, including attorney's fees. Said property will be sold subject to any outstanding ad valorem taxes, assessments, liens, encumbrances, zoning ordinances, restrictions, covenants, and matters of record superior to said Security Deed. The sale will be conducted subject (1) to confirmation that the sale is not prohibited under the U.S. Bankruptcy Code and (2) to final confirmation and audit of the status of the loan with the holder of said Security Deed. MidFirst Bank is the entity with authority to negotiate, amend and modify the terms of the Note and Security Deed. MidFirst Banks address is 999 N.W. Grand Blvd, Oklahoma City, OK 73118. MidFirst Bank may be contacted by telephone at 1-800-552-3000. To the best of the undersigned's knowledge and belief, the party in possession of the property is believed to be Felicia Turner, or tenant (s). — [27, 436, 114, 822]
notice-heading: STATE OF GEORGIA COUNTY OF ROCKDALE — [695, 757, 773, 771]
notice-text: Being the same property conveyed by Warranty Deed to Rock City Cycles, Inc. recorded in Deed Book 5890, Page 142 Rockdale County, Georgia records. — [409, 273, 496, 301]
notice-text: 24GA404-0082 — [122, 629, 158, 635]
notice-divider — [218, 960, 305, 961]
notice-text: 2025, by King Island Capital Partners, LLC, as Attorney in Fact for Rock City Cycles, Inc. the following described property, to wit: — [409, 89, 496, 112]
notice-text: Aldridge Pite, LLP, Six Piedmont Center, 3525 Piedmont Road, N.E., Suite 700, Atlanta, Georgia 30305, (404) 994-7400. — [313, 250, 401, 273]
notice-text: Said sale will be made subject to the following items which may affect the title to said property: All restrictive covenants, easements and rights-of-way appearing of record, if any; all zoning ordinances; matters which would be disclosed by an accurate survey or by an inspection of the property; all outstanding or unpaid bills and assessments for street improvements, curbing, garbage, water, sewage and public utilities which may be liens upon said property; and any outstanding taxes, assessments and other liens superior to the security deed being foreclosed hereby. To the best knowledge and belief of the undersigned, the above-described property is in the possession of the borrower and/or other persons with the consent and acquiescence of the borrower. — [122, 347, 210, 474]
notice-text: Said property will be sold subject to any outstanding ad valorem taxes (including taxes which are a lien, but not yet due and payable), any matters which might be disclosed by an accurate survey and inspection of the property, any assessments, liens, encumbrances, zoning ordinances, restrictions, covenants, and matters of record superior to the Deed to Secure Debt first set out above. — [600, 301, 687, 365]
notice-text: procedures regarding the rescission of judicial and non-judicial sales in the State of Georgia, the Deed Under Power and other foreclosure documents may not be provided until final confirmation and audit of the status of the loan as provided immediately above. — [313, 186, 401, 232]
column-end-rule — [505, 1549, 592, 1550]
notice-text: ALL THAT TRACT OR PARCEL OF LAND LYING AND BEING IN LAND LOT 233 OF THE 10TH DISTRICT OF ROCKDALE COUNTY, GEORGIA, AND BEING MORE PARTICULARLY DESCRIBED AS FOLLOWS: — [791, 89, 878, 129]
notice-reference-code: mc8211 — [442, 583, 463, 589]
notice-text: Weinberg Servicing, LLC, as Attorney-in-Fact for Janice C. Palmer — [600, 520, 687, 531]
notice-text: Said property will be sold subject to any outstanding ad valorem taxes (including taxes which are a lien, whether or not now due and payable), the right of redemption of any taxing authority, any matters which might be disclosed by an accurate survey and inspection of the property, any assessments, liens, encumbrances, zoning ordinances, restrictions, covenants, and matters of record superior to the Security Deed first set out above. — [27, 89, 114, 163]
publication-dates: 10/22/2025 — [695, 704, 724, 710]
notice-reference-code: mc8198 — [155, 692, 177, 698]
notice-text: ERS IN 46037-7939, Telephone No.: (855) 690-5900. Nothing in O.C.G.A. Section 44-14-162.2 shall be construed to require the secured creditor to negotiate, amend, or modify the terms of the security instrument. Said property will be sold subject to any outstanding ad valorem taxes (including taxes which are a lien, whether or not now due and payable), any matters which might be disclosed by an accurate survey and inspection of the property, any assessments, liens, encumbrances, zoning ordinances, restrictions, covenants, and any other matters of record superior to the Security Deed first set out above. To the best knowledge and belief of the undersigned, the party(ies) in possession of the property is (are) Sydney Barrow and Shelly Barrow, As Joint Tenants With Right Of Survivorship And Not Merely As Tenants In Common or tenant(s). The sale will be conducted subject (1) to confirmation that the sale is not prohibited under the U.S. Bankruptcy Code and (2) to final confirmation and audit of the status of the loan with the holder of the Security Deed. Freedom Mortgage Corporation as Attorney in Fact for Sydney Barrow and Shelly Barrow, As Joint Tenants With Right Of Survivorship And Not Merely As Tenants In Common McMichael Taylor Gray, LLC, 3550 Engineering Drive, Suite 260 Peachtree Corners, GA 30092 Phone: (404) 474-7149 Fax: (404) 745-8121 Firm File No. 25-017190 — [218, 89, 305, 324]
notice-text: By virtue of Power of the Sale contained in a Security Deed from Sheer Sparkle, LLC in favor of Stephen Robinson, said Security Deed being given to secure a Note in the original principal amount, there will be sold by the undersigned at public outcry to the highest bidder for cash before the Courthouse door at Rockdale County, Georgia, within the legal hours of sale on the first Tuesday in November, 2025, the following described property: All that tract or parcel of land lying and being in Land Lot 243 of the 11th District of Rockdale County, Georgia. Said property will be sold subject to any outstanding ad valorem taxes, any matters which might be disclosed by an accurate survey and inspection of the property, any assessments, liens, encumbrances, zoning ordinances, restrictions, covenants, and matters of record superior to the Security Deed. Said Security Deed will be sold by the undersigned as Attorney in Fact for Sheer Sparkle, LLC, pursuant to the power of sale contained therein. The sale will be conducted subject (1) to confirmation that the sale is not prohibited under the U.S. Bankruptcy Code and (2) to final confirmation and audit of the status of the loan. — [600, 585, 687, 781]
column-end-rule — [600, 1549, 687, 1550]
notice-text: 2025, the following described Property: — [600, 89, 687, 100]
legal-notice — [409, 577, 496, 831]
notice-reference-code: Gpn11 — [826, 629, 843, 635]
notice-heading: STATE OF GEORGIA ROCKDALE COUNTY — [27, 972, 93, 986]
notice-text: Atlanta, GA 30326 — [504, 675, 547, 681]
legal-notice-columns — [27, 72, 878, 1550]
legal-notice — [791, 89, 878, 618]
notice-column — [600, 72, 687, 1550]
classified-section-label: Foreclosures — [369, 76, 401, 82]
notice-text: Marietta, Georgia 30068 — [791, 600, 848, 606]
column-header — [409, 72, 496, 86]
notice-text: any taxing authority, (d) any matters which might be — [313, 89, 401, 100]
notice-text: Don F. DeFoor, P.C. — [313, 751, 357, 757]
legal-notice — [27, 89, 114, 382]
notice-heading: NOTICE OF SALE UNDER POWER GEORGIA, ROCKDALE COUNTY — [409, 588, 490, 608]
page-number: B4 — [20, 34, 34, 48]
notice-text: IF SO, ANY INFORMATION OBTAINED WILL BE USED FOR THAT PURPOSE. — [27, 914, 114, 931]
notice-text: ALL THAT TRACT OR PARCEL OF LAND LYING AND BEING IN LAND LOT 250 OF THE 16TH DISTRICT OF ROCKDALE COUNTY, GEORGIA. — [218, 545, 305, 574]
column-header — [27, 72, 114, 86]
notice-text: Pursuant to the Power of Sale contained in a Security Deed given by Betty J. Rollins to Bank of America, N.A. dated 4/13/2007 and recorded in Deed Book 4055 Page 311 Rockdale County, Georgia records; as last transferred to or acquired by Nationstar Mortgage LLC, conveying the after-described property to secure a Note in the original principal amount of $185,750.00, with interest at the rate specified therein, there will be sold by the undersigned at public outcry to the highest bidder for cash before the Courthouse door of Rockdale County, Georgia (or such other area as designated by Order of the Superior Court of said county), within the legal hours of sale on November 4, 2025 (being the first Tuesday of said month unless said — [313, 856, 401, 977]
column-body — [218, 89, 305, 1549]
notice-text: TH MSR Holdings LLC f/k/a Matrix Financial Services Corporation as Attorney in Fact for Chad A Hicks — [122, 577, 210, 595]
